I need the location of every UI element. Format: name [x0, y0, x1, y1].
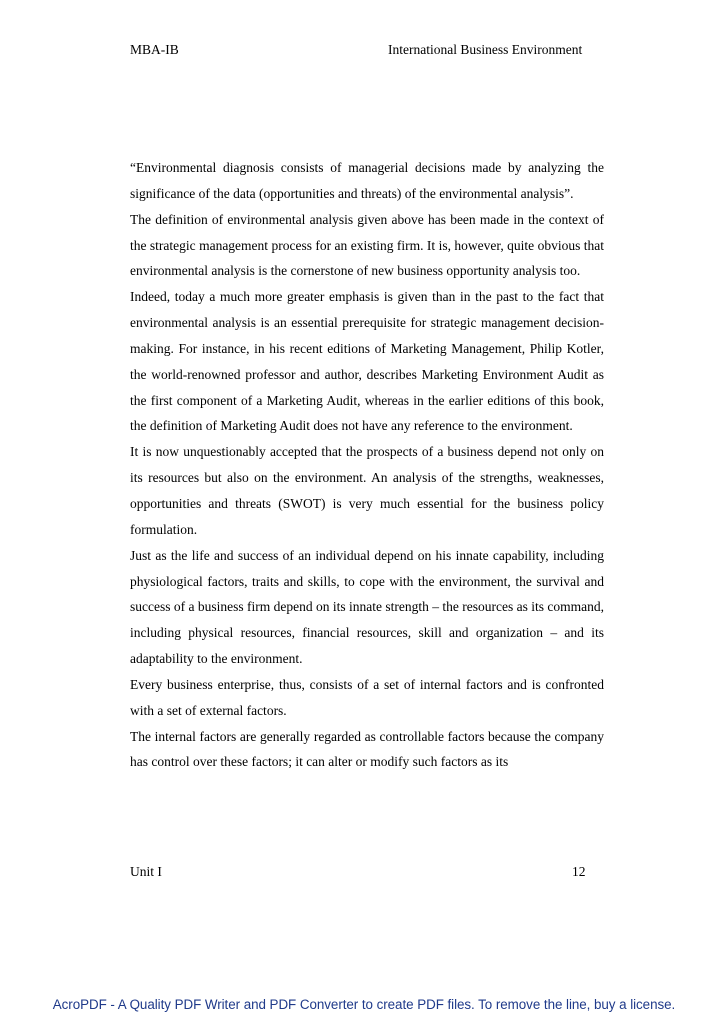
- page-number: 12: [572, 864, 586, 879]
- acropdf-watermark-banner[interactable]: AcroPDF - A Quality PDF Writer and PDF Converter to create PDF files. To remove the line, buy a license.: [52, 997, 676, 1012]
- paragraph-swot: It is now unquestionably accepted that the prospects of a business depend not only on its resources but also on the environment. An analysis of the strengths, weaknesses, opportunities and threats (SWOT) is very much essential for the business policy formulation.: [130, 444, 604, 537]
- paragraph-adaptability: Just as the life and success of an individual depend on his innate capability, including physiological factors, traits and skills, to cope with the environment, the survival and success of a business firm depend on its innate strength – the resources as its command, including physical resources, financial resources, skill and organization – and its adaptability to the environment.: [130, 547, 604, 667]
- paragraph-quote: “Environmental diagnosis consists of managerial decisions made by analyzing the significance of the data (opportunities and threats) of the environmental analysis”.: [130, 160, 604, 201]
- footer-unit: Unit I: [130, 864, 162, 879]
- body-text: [130, 155, 604, 775]
- header-title: International Business Environment: [388, 42, 583, 57]
- header-course: MBA-IB: [130, 42, 179, 57]
- paragraph-internal-factors: The internal factors are generally regarded as controllable factors because the company has control over these factors; it can alter or modify such factors as its: [130, 728, 604, 770]
- paragraph-emphasis: Indeed, today a much more greater emphasis is given than in the past to the fact that environmental analysis is an essential prerequisite for strategic management decision-making. For instance, in his recent editions of Marketing Management, Philip Kotler, the world-renowned professor and author, describes Marketing Environment Audit as the first component of a Marketing Audit, whereas in the earlier editions of this book, the definition of Marketing Audit does not have any reference to the environment.: [130, 289, 604, 434]
- paragraph-definition: The definition of environmental analysis given above has been made in the context of the strategic management process for an existing firm. It is, however, quite obvious that environmental analysis is the cornerstone of new business opportunity analysis too.: [130, 211, 604, 279]
- paragraph-enterprise: Every business enterprise, thus, consists of a set of internal factors and is confronted with a set of external factors.: [130, 676, 604, 718]
